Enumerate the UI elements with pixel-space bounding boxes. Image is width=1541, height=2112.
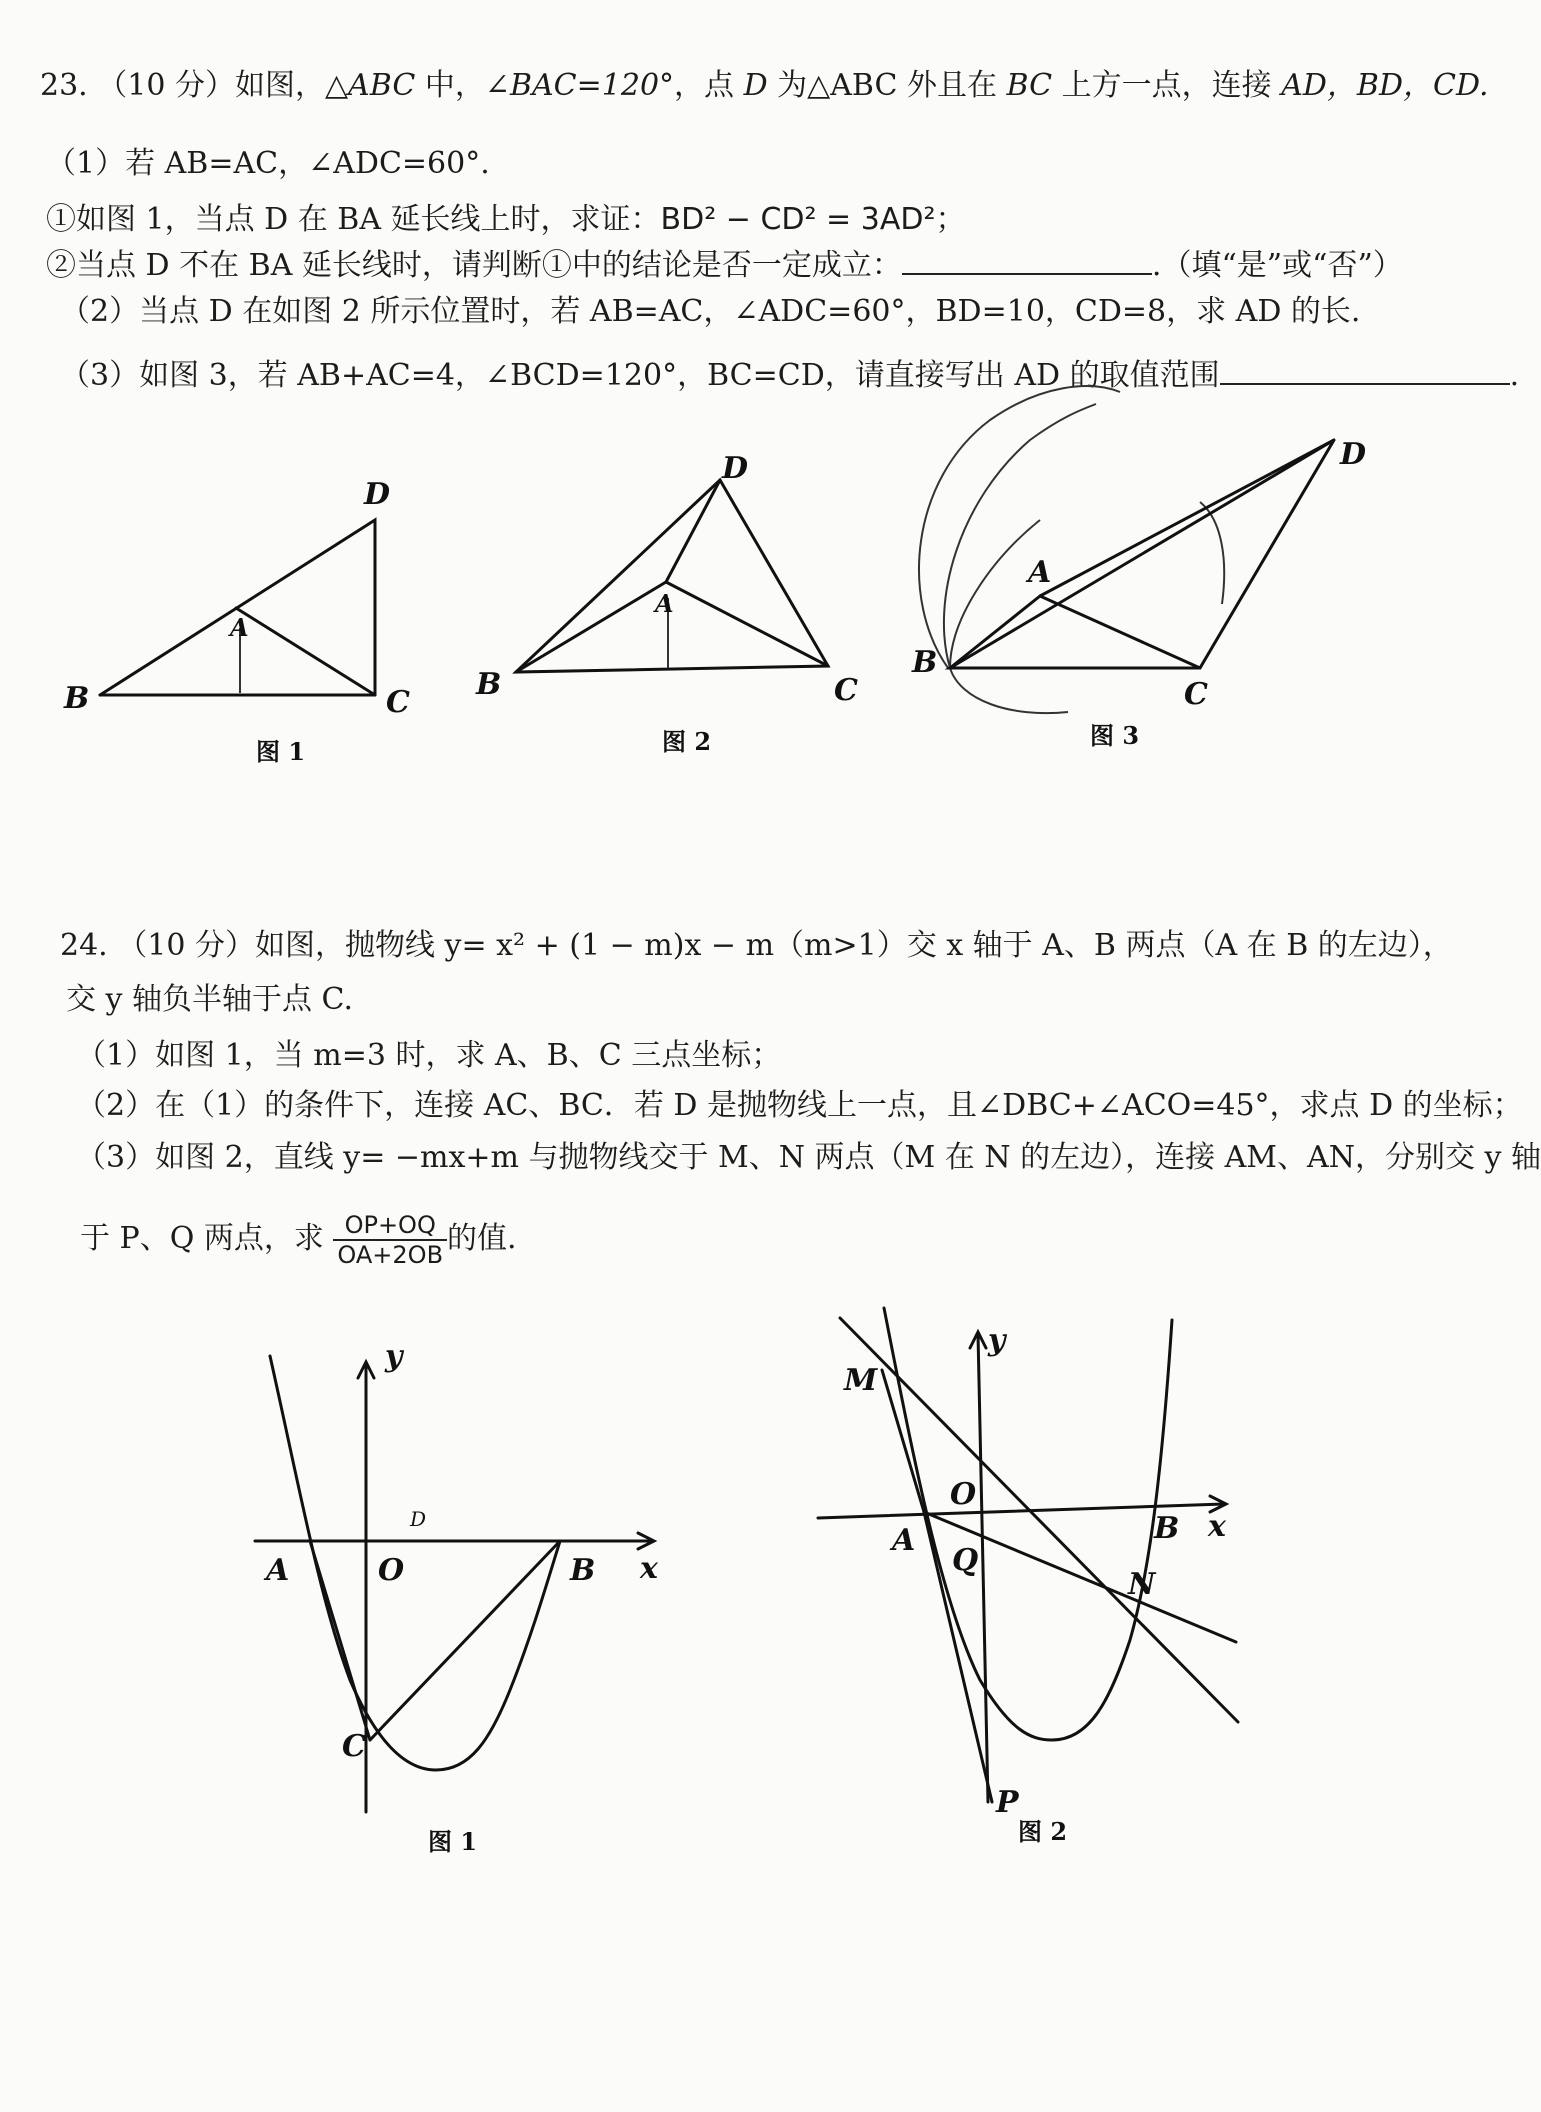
q24-fig2-label-q: Q <box>952 1543 979 1578</box>
q23-part1b-end: .（填“是”或“否”） <box>1151 248 1403 283</box>
q23-figure-1 <box>63 477 410 766</box>
q23-stem-a: 如图， <box>234 68 325 103</box>
q24-fig1-caption: 图 1 <box>428 1827 478 1856</box>
q24-part1: （1）如图 1，当 m=3 时，求 A、B、C 三点坐标； <box>76 1038 782 1073</box>
q23-stem-b: 中， <box>415 68 485 103</box>
q23-fig3-construction-arc-3 <box>950 520 1040 668</box>
q23-part1a-text: ①如图 1，当点 D 在 BA 延长线上时，求证： <box>46 202 661 237</box>
q23-fig1-label-d: D <box>364 477 391 512</box>
q23-fig3-label-b: B <box>912 645 938 680</box>
q24-part3-a: （3）如图 2，直线 y= −mx+m 与抛物线交于 M、N 两点（M 在 N 的左边），连接 AM、AN，分别交 y 轴 <box>76 1140 1541 1175</box>
q24-fig1-label-o: O <box>378 1553 405 1588</box>
q23-fig2-segment-ab <box>516 582 666 672</box>
q24-score: （10 分） <box>117 928 255 963</box>
q24-fig2-y-axis <box>978 1334 988 1802</box>
q24-fig1-parabola <box>270 1356 560 1770</box>
q24-fig2-label-o: O <box>950 1477 977 1512</box>
q23-fig1-label-b: B <box>64 681 90 716</box>
q24-fraction-denominator: OA+2OB <box>337 1241 444 1269</box>
q23-fig2-label-d: D <box>722 451 749 486</box>
q24-fig2-label-x: x <box>1208 1509 1226 1544</box>
q24-stem-a: 如图，抛物线 y= x² + (1 − m)x − m（m>1）交 x 轴于 A、B 两点（A 在 B 的左边）， <box>254 928 1453 963</box>
q24-fig2-label-m: M <box>844 1363 878 1398</box>
q24-fig1-label-y: y <box>385 1339 403 1374</box>
q23-stem-d: D <box>743 68 768 103</box>
q23-fig2-label-c: C <box>834 673 858 708</box>
q23-fig3-construction-arc-2 <box>944 404 1096 668</box>
q24-fraction-numerator: OP+OQ <box>333 1211 447 1241</box>
q24-fig2-label-p: P <box>996 1785 1019 1820</box>
q23-part3-end: . <box>1509 358 1520 393</box>
q23-score: （10 分） <box>97 68 235 103</box>
q23-stem-angle: ∠BAC=120° <box>484 68 675 103</box>
q23-fig3-construction-arc-4 <box>950 668 1068 713</box>
q24-fig1-label-c: C <box>342 1729 366 1764</box>
q23-fig1-label-c: C <box>386 685 410 720</box>
q24-fig1-label-b: B <box>570 1553 596 1588</box>
q23-fig2-label-a: A <box>655 589 674 618</box>
q24-fig1-segment-ac <box>310 1541 370 1740</box>
q24-part3-end: 的值. <box>447 1221 517 1256</box>
q23-fig1-segment-ac <box>236 608 375 695</box>
q23-stem-bc: BC <box>1006 68 1053 103</box>
q23-number: 23. <box>40 68 88 103</box>
q24-fig2-caption: 图 2 <box>1018 1817 1068 1846</box>
q24-number: 24. <box>60 928 108 963</box>
q23-part1b-text: ②当点 D 不在 BA 延长线时，请判断①中的结论是否一定成立： <box>46 248 902 283</box>
q23-stem-e: 为△ABC 外且在 <box>767 68 1007 103</box>
q23-fig3-triangle-bcd <box>950 440 1334 668</box>
q23-fig3-label-c: C <box>1184 677 1208 712</box>
q24-figure-2 <box>818 1308 1238 1846</box>
q23-fig3-label-d: D <box>1340 437 1367 472</box>
q24-fig2-label-a: A <box>892 1523 916 1558</box>
q23-stem-g: AD，BD，CD. <box>1281 68 1489 103</box>
q23-fig2-caption: 图 2 <box>662 727 712 756</box>
q23-part1a-equation: BD² − CD² = 3AD² <box>660 202 936 237</box>
q23-fig3-label-a: A <box>1028 555 1052 590</box>
q24-fig2-label-y: y <box>988 1323 1006 1358</box>
q24-part3-text: 于 P、Q 两点，求 <box>80 1221 324 1256</box>
q23-fig2-segment-ad <box>666 480 720 582</box>
q24-fig1-label-x: x <box>640 1551 658 1586</box>
q23-fig3-caption: 图 3 <box>1090 721 1140 750</box>
q23-stem-f: 上方一点，连接 <box>1052 68 1282 103</box>
q23-part2: （2）当点 D 在如图 2 所示位置时，若 AB=AC，∠ADC=60°，BD=10，CD=8，求 AD 的长. <box>60 294 1361 329</box>
q23-fig3-segment-ab <box>950 596 1040 668</box>
q23-fig3-segment-ad <box>1040 440 1334 596</box>
q24-fig2-label-n: N <box>1128 1567 1156 1602</box>
q23-figure-2 <box>475 451 858 756</box>
q24-fig1-label-a: A <box>266 1553 290 1588</box>
q24-fig2-label-b: B <box>1154 1511 1180 1546</box>
q24-part2: （2）在（1）的条件下，连接 AC、BC．若 D 是抛物线上一点，且∠DBC+∠ACO=45°，求点 D 的坐标； <box>76 1088 1523 1123</box>
q23-part1: （1）若 AB=AC，∠ADC=60°. <box>46 146 490 181</box>
q23-fig1-caption: 图 1 <box>256 737 306 766</box>
q24-fig1-label-d: D <box>410 1507 427 1531</box>
q23-stem-tri: △ABC <box>324 68 416 103</box>
q23-stem-c: ，点 <box>674 68 744 103</box>
q23-fig1-label-a: A <box>230 613 249 642</box>
q24-stem-b: 交 y 轴负半轴于点 C. <box>66 982 353 1017</box>
q23-fig3-segment-ac <box>1040 596 1200 668</box>
q23-figure-3 <box>911 386 1366 750</box>
q24-figure-1 <box>255 1339 659 1856</box>
q24-fig2-segment-am-upper <box>882 1370 924 1512</box>
q23-part3-text: （3）如图 3，若 AB+AC=4，∠BCD=120°，BC=CD，请直接写出 AD 的取值范围 <box>60 358 1220 393</box>
q23-part1a-end: ； <box>935 202 966 237</box>
q23-fig2-label-b: B <box>476 667 502 702</box>
